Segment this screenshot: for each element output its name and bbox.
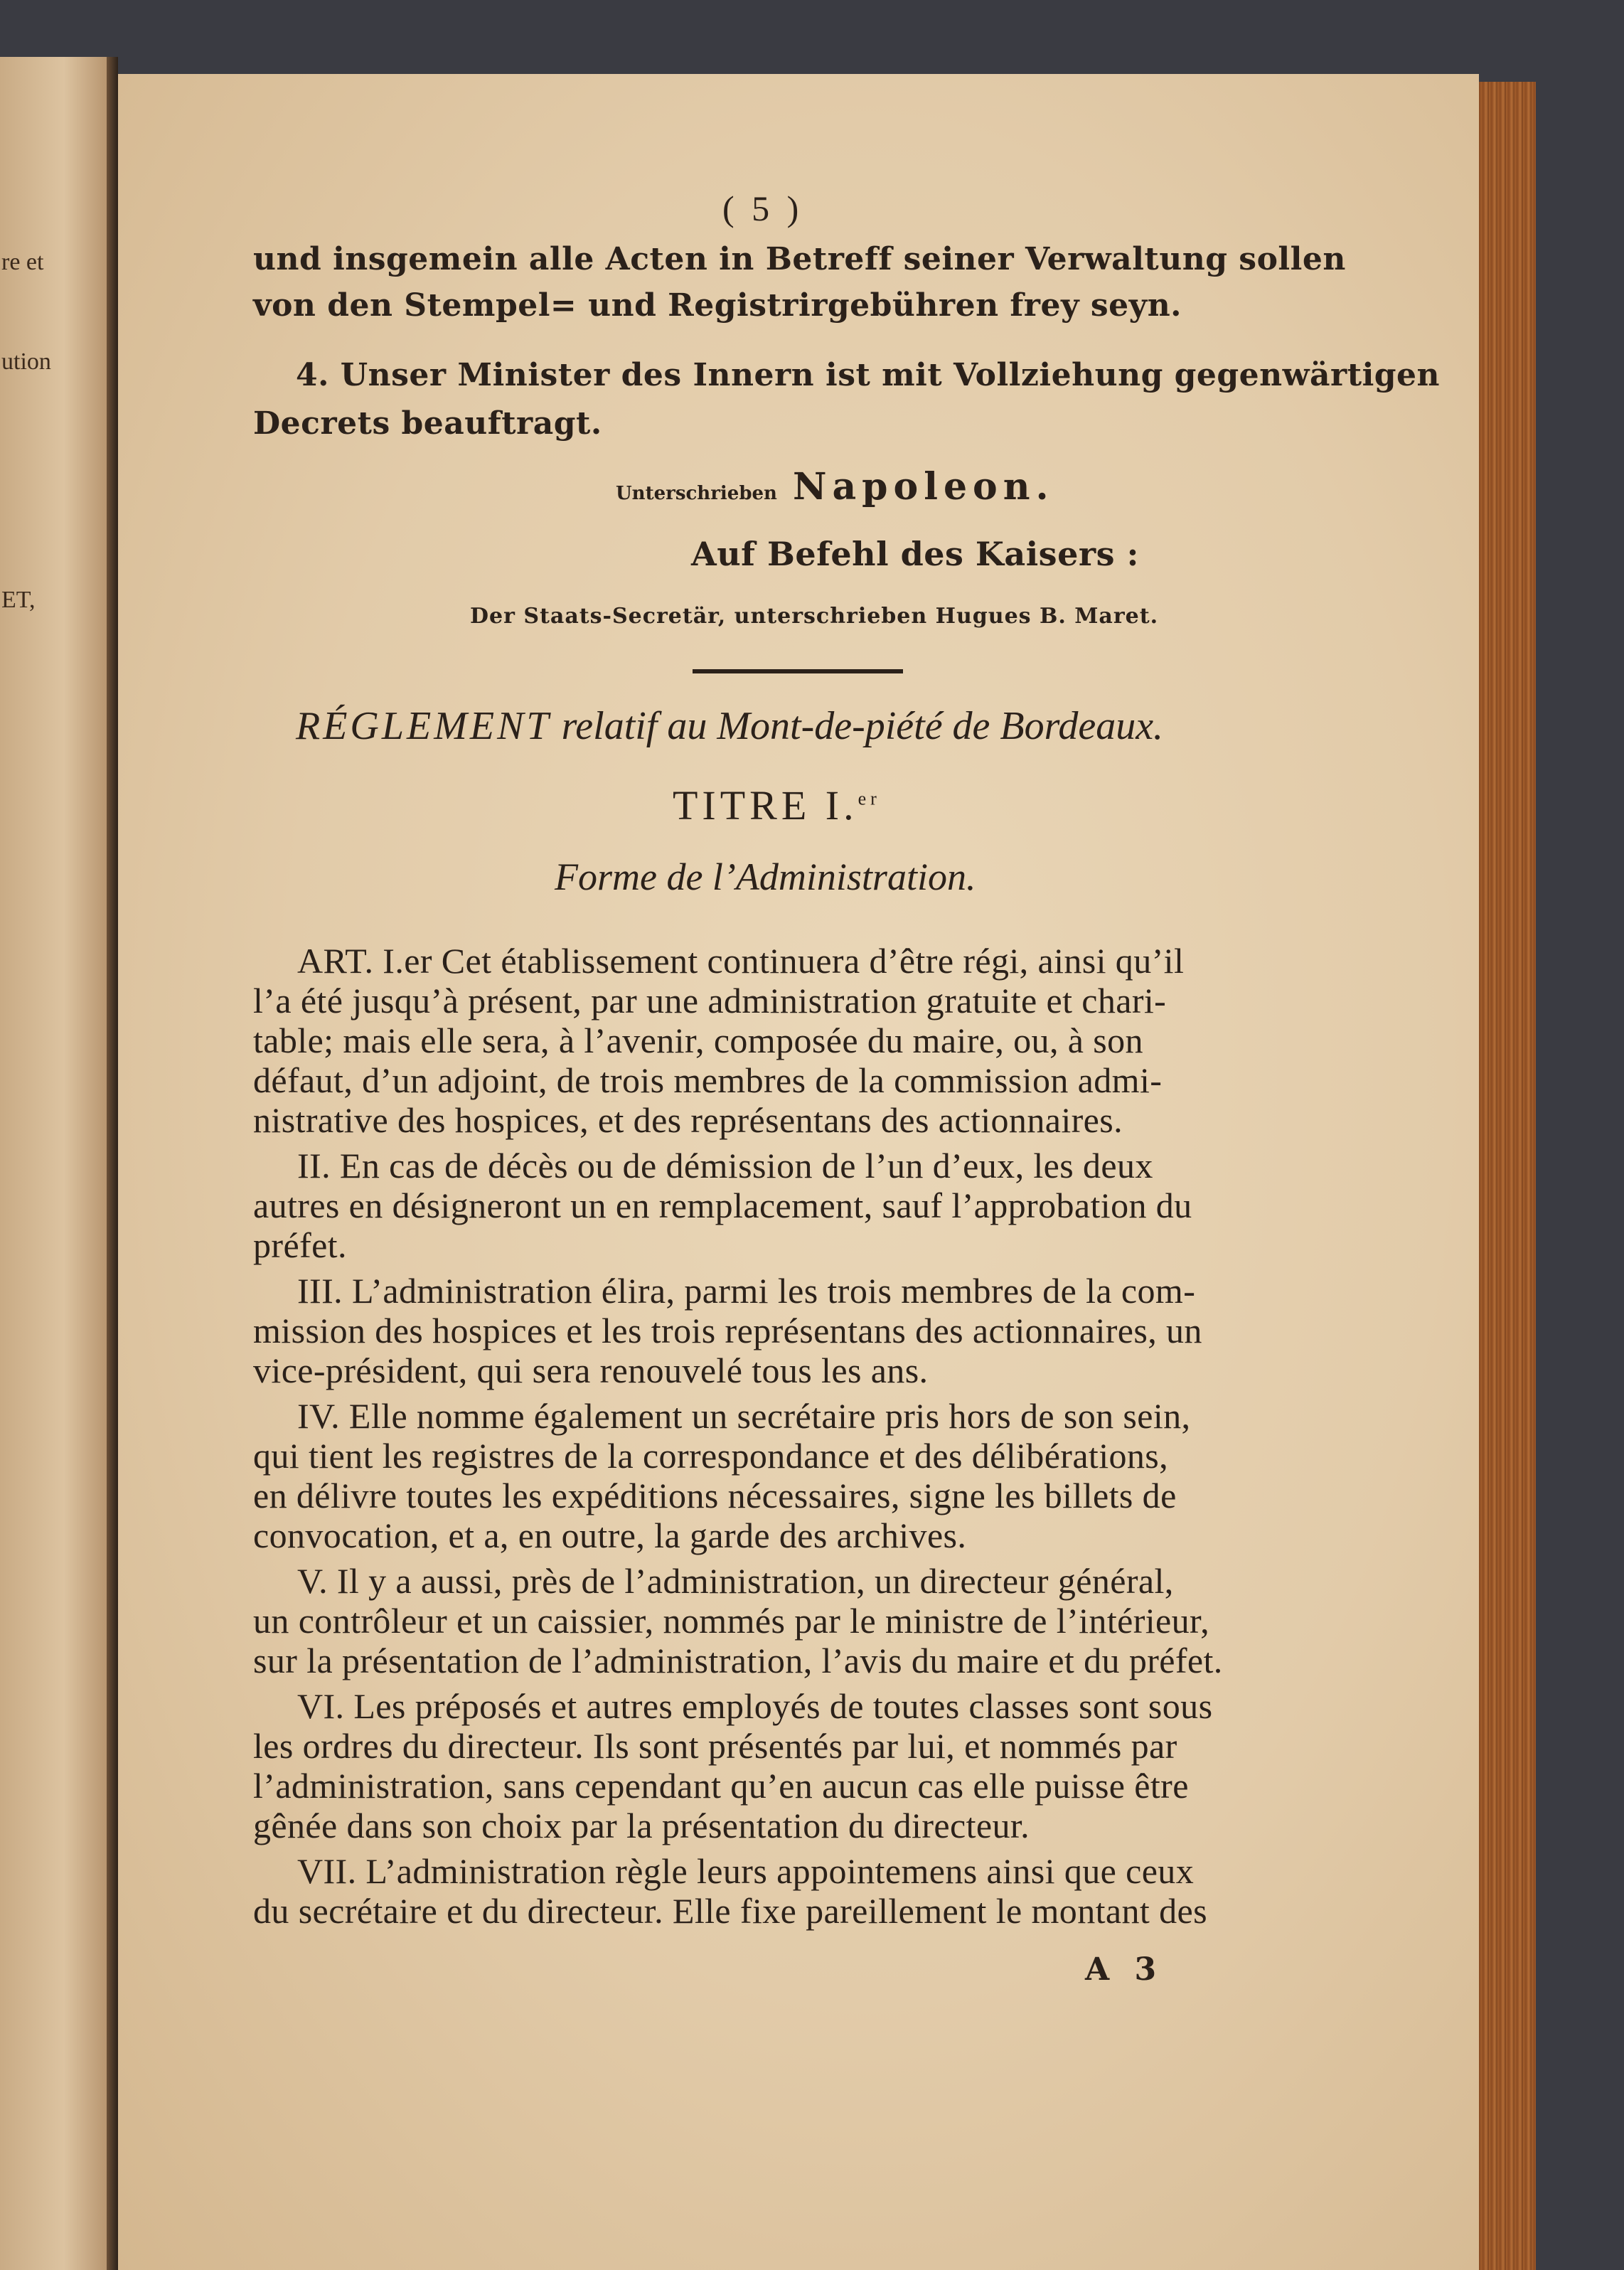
body-line-22: gênée dans son choix par la présentation du directeur. [253, 1806, 1030, 1845]
body-line-19: VI. Les préposés et autres employés de toutes classes sont sous [297, 1686, 1213, 1726]
body-line-5: nistrative des hospices, et des représentans des actionnaires. [253, 1100, 1123, 1140]
body-line-1: ART. I.er Cet établissement continuera d’être régi, ainsi qu’il [297, 941, 1185, 981]
signed-name: Napoleon. [792, 465, 1054, 508]
reglement-heading [296, 703, 1163, 749]
right-page [118, 74, 1479, 2270]
left-fragment-1: re et [1, 249, 44, 275]
section-subtitle: Forme de l’Administration. [555, 856, 976, 898]
page-number: ( 5 ) [722, 188, 803, 228]
body-line-23: VII. L’administration règle leurs appointemens ainsi que ceux [297, 1851, 1195, 1891]
signature-block [616, 465, 1054, 508]
body-line-16: V. Il y a aussi, près de l’administration, un directeur général, [297, 1561, 1174, 1601]
body-line-10: mission des hospices et les trois représentans des actionnaires, un [253, 1311, 1202, 1350]
body-line-21: l’administration, sans cependant qu’en aucun cas elle puisse être [253, 1766, 1189, 1806]
body-line-4: défaut, d’un adjoint, de trois membres de la commission admi- [253, 1060, 1163, 1100]
body-line-20: les ordres du directeur. Ils sont présentés par lui, et nommés par [253, 1726, 1177, 1766]
left-fragment-2: ution [1, 348, 51, 375]
reglement-rest: relatif au Mont-de-piété de Bordeaux. [561, 704, 1164, 748]
body-line-18: sur la présentation de l’administration, l’avis du maire et du préfet. [253, 1641, 1223, 1680]
body-line-15: convocation, et a, en outre, la garde des archives. [253, 1515, 967, 1555]
body-line-13: qui tient les registres de la correspondance et des délibérations, [253, 1436, 1169, 1476]
body-line-6: II. En cas de décès ou de démission de l’un d’eux, les deux [297, 1146, 1153, 1185]
german-line-3: 4. Unser Minister des Innern ist mit Vollziehung gegenwärtigen [296, 357, 1441, 393]
body-line-11: vice-président, qui sera renouvelé tous les ans. [253, 1350, 929, 1390]
body-line-8: préfet. [253, 1225, 347, 1265]
secretary-line: Der Staats-Secretär, unterschrieben Hugues B. Maret. [470, 604, 1159, 629]
body-line-24: du secrétaire et du directeur. Elle fixe pareillement le montant des [253, 1891, 1207, 1931]
body-line-14: en délivre toutes les expéditions nécessaires, signe les billets de [253, 1476, 1177, 1515]
section-rule [693, 669, 903, 673]
titre-label: TITRE I. [673, 782, 858, 828]
left-fragment-3: ET, [1, 587, 36, 613]
body-line-9: III. L’administration élira, parmi les trois membres de la com- [297, 1271, 1196, 1311]
signed-label: Unterschrieben [616, 483, 777, 504]
book-gutter [107, 57, 118, 2270]
order-line: Auf Befehl des Kaisers : [691, 535, 1139, 573]
body-line-3: table; mais elle sera, à l’avenir, composée du maire, ou, à son [253, 1021, 1143, 1060]
german-line-2: von den Stempel= und Registrirgebühren frey seyn. [253, 287, 1182, 324]
signature-mark: A 3 [1085, 1951, 1164, 1988]
body-line-7: autres en désigneront un en remplacement, sauf l’approbation du [253, 1185, 1192, 1225]
book-edge-pages [1472, 82, 1536, 2270]
body-line-2: l’a été jusqu’à présent, par une administration gratuite et chari- [253, 981, 1167, 1021]
reglement-smallcaps: RÉGLEMENT [296, 704, 552, 748]
body-line-12: IV. Elle nomme également un secrétaire pris hors de son sein, [297, 1396, 1191, 1436]
body-line-17: un contrôleur et un caissier, nommés par le ministre de l’intérieur, [253, 1601, 1209, 1641]
left-page-edge [0, 57, 107, 2270]
titre-sup: er [858, 788, 881, 809]
titre-heading [673, 782, 881, 829]
german-line-1: und insgemein alle Acten in Betreff seiner Verwaltung sollen [253, 241, 1346, 277]
german-line-4: Decrets beauftragt. [253, 405, 602, 442]
book-edge-background [1536, 82, 1624, 2270]
